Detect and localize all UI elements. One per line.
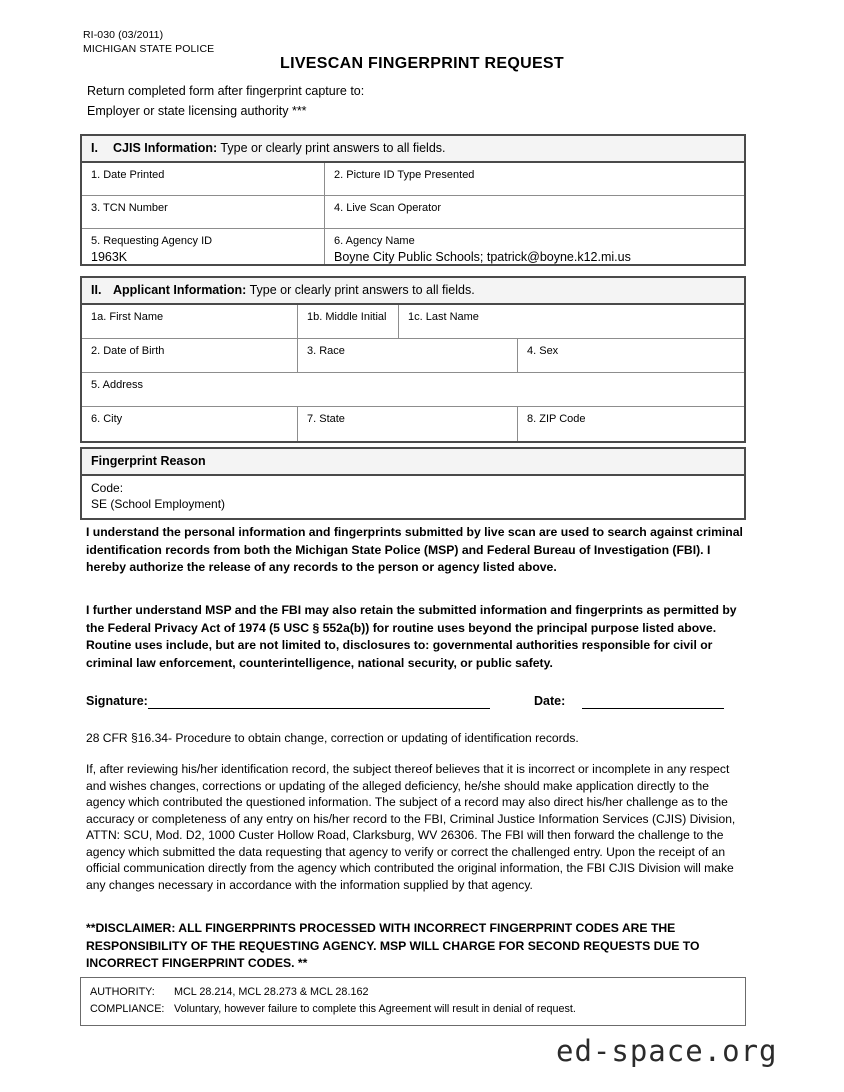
- table-row: [82, 339, 744, 373]
- field-value: Boyne City Public Schools; tpatrick@boyne.k12.mi.us: [334, 250, 631, 264]
- applicant-information-table: [80, 276, 746, 443]
- field-state[interactable]: [298, 407, 518, 441]
- field-tcn-number[interactable]: [82, 196, 325, 228]
- field-label: 6. Agency Name: [334, 235, 415, 247]
- agency-name: MICHIGAN STATE POLICE: [83, 42, 215, 55]
- authority-line: [81, 984, 745, 1001]
- field-label: 1. Date Printed: [91, 169, 165, 181]
- compliance-label: COMPLIANCE:: [90, 1003, 165, 1015]
- field-label: 3. Race: [307, 345, 345, 357]
- field-sex[interactable]: [518, 339, 744, 372]
- cjis-section-instruction: Type or clearly print answers to all fields.: [217, 141, 446, 155]
- table-row: [82, 407, 744, 441]
- table-row: [82, 196, 744, 229]
- disclaimer-paragraph: **DISCLAIMER: ALL FINGERPRINTS PROCESSED WITH INCORRECT FINGERPRINT CODES ARE THE RESPONSIBILITY OF THE REQUESTING AGENCY. MSP WILL CHARGE FOR SECOND REQUESTS DUE TO INCORRECT FINGERPRINT CODES. **: [86, 921, 700, 970]
- form-number: RI-030 (03/2011): [83, 29, 164, 41]
- reason-code-value: SE (School Employment): [91, 497, 226, 511]
- field-picture-id-type[interactable]: [325, 163, 744, 195]
- applicant-section-instruction: Type or clearly print answers to all fields.: [246, 283, 475, 297]
- applicant-section-title: Applicant Information:: [113, 283, 247, 297]
- date-label: Date:: [534, 694, 566, 708]
- field-label: 7. State: [307, 413, 345, 425]
- authority-compliance-box: [80, 977, 746, 1026]
- field-label: 2. Date of Birth: [91, 345, 165, 357]
- cjis-section-number: I.: [91, 141, 98, 155]
- field-last-name[interactable]: [399, 305, 744, 338]
- page-title: LIVESCAN FINGERPRINT REQUEST: [280, 55, 564, 72]
- signature-row: [86, 694, 746, 716]
- field-zip-code[interactable]: [518, 407, 744, 441]
- signature-input[interactable]: [148, 694, 490, 709]
- compliance-value: Voluntary, however failure to complete this Agreement will result in denial of request.: [174, 1003, 576, 1015]
- table-row: [82, 305, 744, 339]
- field-label: 6. City: [91, 413, 123, 425]
- field-label: 8. ZIP Code: [527, 413, 586, 425]
- field-value: 1963K: [91, 250, 128, 264]
- consent-paragraph-2: I further understand MSP and the FBI may also retain the submitted information and fingerprints as permitted by the Federal Privacy Act of 1974 (5 USC § 552a(b)) for routine uses beyond the principal purpose listed above. Routine uses include, but are not limited to, disclosures to: governmental authorities responsible for civil or criminal law enforcement, counterintelligence, national security, or public safety.: [86, 603, 737, 670]
- applicant-section-header: [82, 278, 744, 305]
- field-label: 4. Sex: [527, 345, 559, 357]
- table-row: [82, 229, 744, 264]
- cjis-section-header: [82, 136, 744, 163]
- field-label: 3. TCN Number: [91, 202, 168, 214]
- date-input[interactable]: [582, 694, 724, 709]
- field-label: 5. Requesting Agency ID: [91, 235, 213, 247]
- field-live-scan-operator[interactable]: [325, 196, 744, 228]
- fingerprint-reason-table: [80, 447, 746, 520]
- cjis-section-title: CJIS Information:: [113, 141, 218, 155]
- authority-value: MCL 28.214, MCL 28.273 & MCL 28.162: [174, 986, 369, 998]
- field-requesting-agency-id[interactable]: [82, 229, 325, 264]
- consent-paragraph-1: I understand the personal information and fingerprints submitted by live scan are used to search against criminal identification records from both the Michigan State Police (MSP) and Federal Bureau of Investigation (FBI). I hereby authorize the release of any records to the person or agency listed above.: [86, 525, 743, 574]
- field-race[interactable]: [298, 339, 518, 372]
- table-row: [82, 373, 744, 407]
- cjis-information-table: [80, 134, 746, 266]
- return-instruction-line-1: Return completed form after fingerprint capture to:: [87, 84, 365, 98]
- form-identifier: [83, 29, 214, 56]
- return-instruction-line-2: Employer or state licensing authority ***: [87, 104, 307, 118]
- cfr-body: If, after reviewing his/her identification record, the subject thereof believes that it is incorrect or incomplete in any respect and wishes changes, corrections or updating of the alleged deficiency, he/she should make application directly to the agency which contributed the questioned information. The subject of a record may also direct his/her challenge as to the accuracy or completeness of any entry on his/her record to the FBI, Criminal Justice Information Services (CJIS) Division, ATTN: SCU, Mod. D2, 1000 Custer Hollow Road, Clarksburg, WV 26306. The FBI will then forward the challenge to the agency which submitted the data requesting that agency to verify or correct the challenged entry. Upon the receipt of an official communication directly from the agency which contributed the original information, the FBI CJIS Division will make any changes necessary in accordance with the information supplied by that agency.: [86, 762, 736, 892]
- field-label: 2. Picture ID Type Presented: [334, 169, 475, 181]
- authority-label: AUTHORITY:: [90, 986, 155, 998]
- compliance-line: [81, 1001, 745, 1018]
- fingerprint-reason-body[interactable]: [82, 476, 744, 518]
- signature-label: Signature:: [86, 694, 148, 708]
- reason-code-label: Code:: [91, 481, 124, 495]
- field-city[interactable]: [82, 407, 298, 441]
- field-label: 5. Address: [91, 379, 143, 391]
- table-row: [82, 163, 744, 196]
- field-middle-initial[interactable]: [298, 305, 399, 338]
- field-date-printed[interactable]: [82, 163, 325, 195]
- field-label: 1b. Middle Initial: [307, 311, 387, 323]
- cfr-heading: 28 CFR §16.34- Procedure to obtain change, correction or updating of identification records.: [86, 731, 579, 745]
- applicant-section-number: II.: [91, 283, 102, 297]
- fingerprint-reason-header: Fingerprint Reason: [82, 449, 744, 476]
- field-address[interactable]: [82, 373, 744, 406]
- field-first-name[interactable]: [82, 305, 298, 338]
- field-label: 4. Live Scan Operator: [334, 202, 442, 214]
- field-label: 1a. First Name: [91, 311, 164, 323]
- return-instructions: [87, 81, 364, 121]
- field-date-of-birth[interactable]: [82, 339, 298, 372]
- field-agency-name[interactable]: [325, 229, 744, 264]
- site-watermark: ed-space.org: [556, 1034, 778, 1068]
- field-label: 1c. Last Name: [408, 311, 479, 323]
